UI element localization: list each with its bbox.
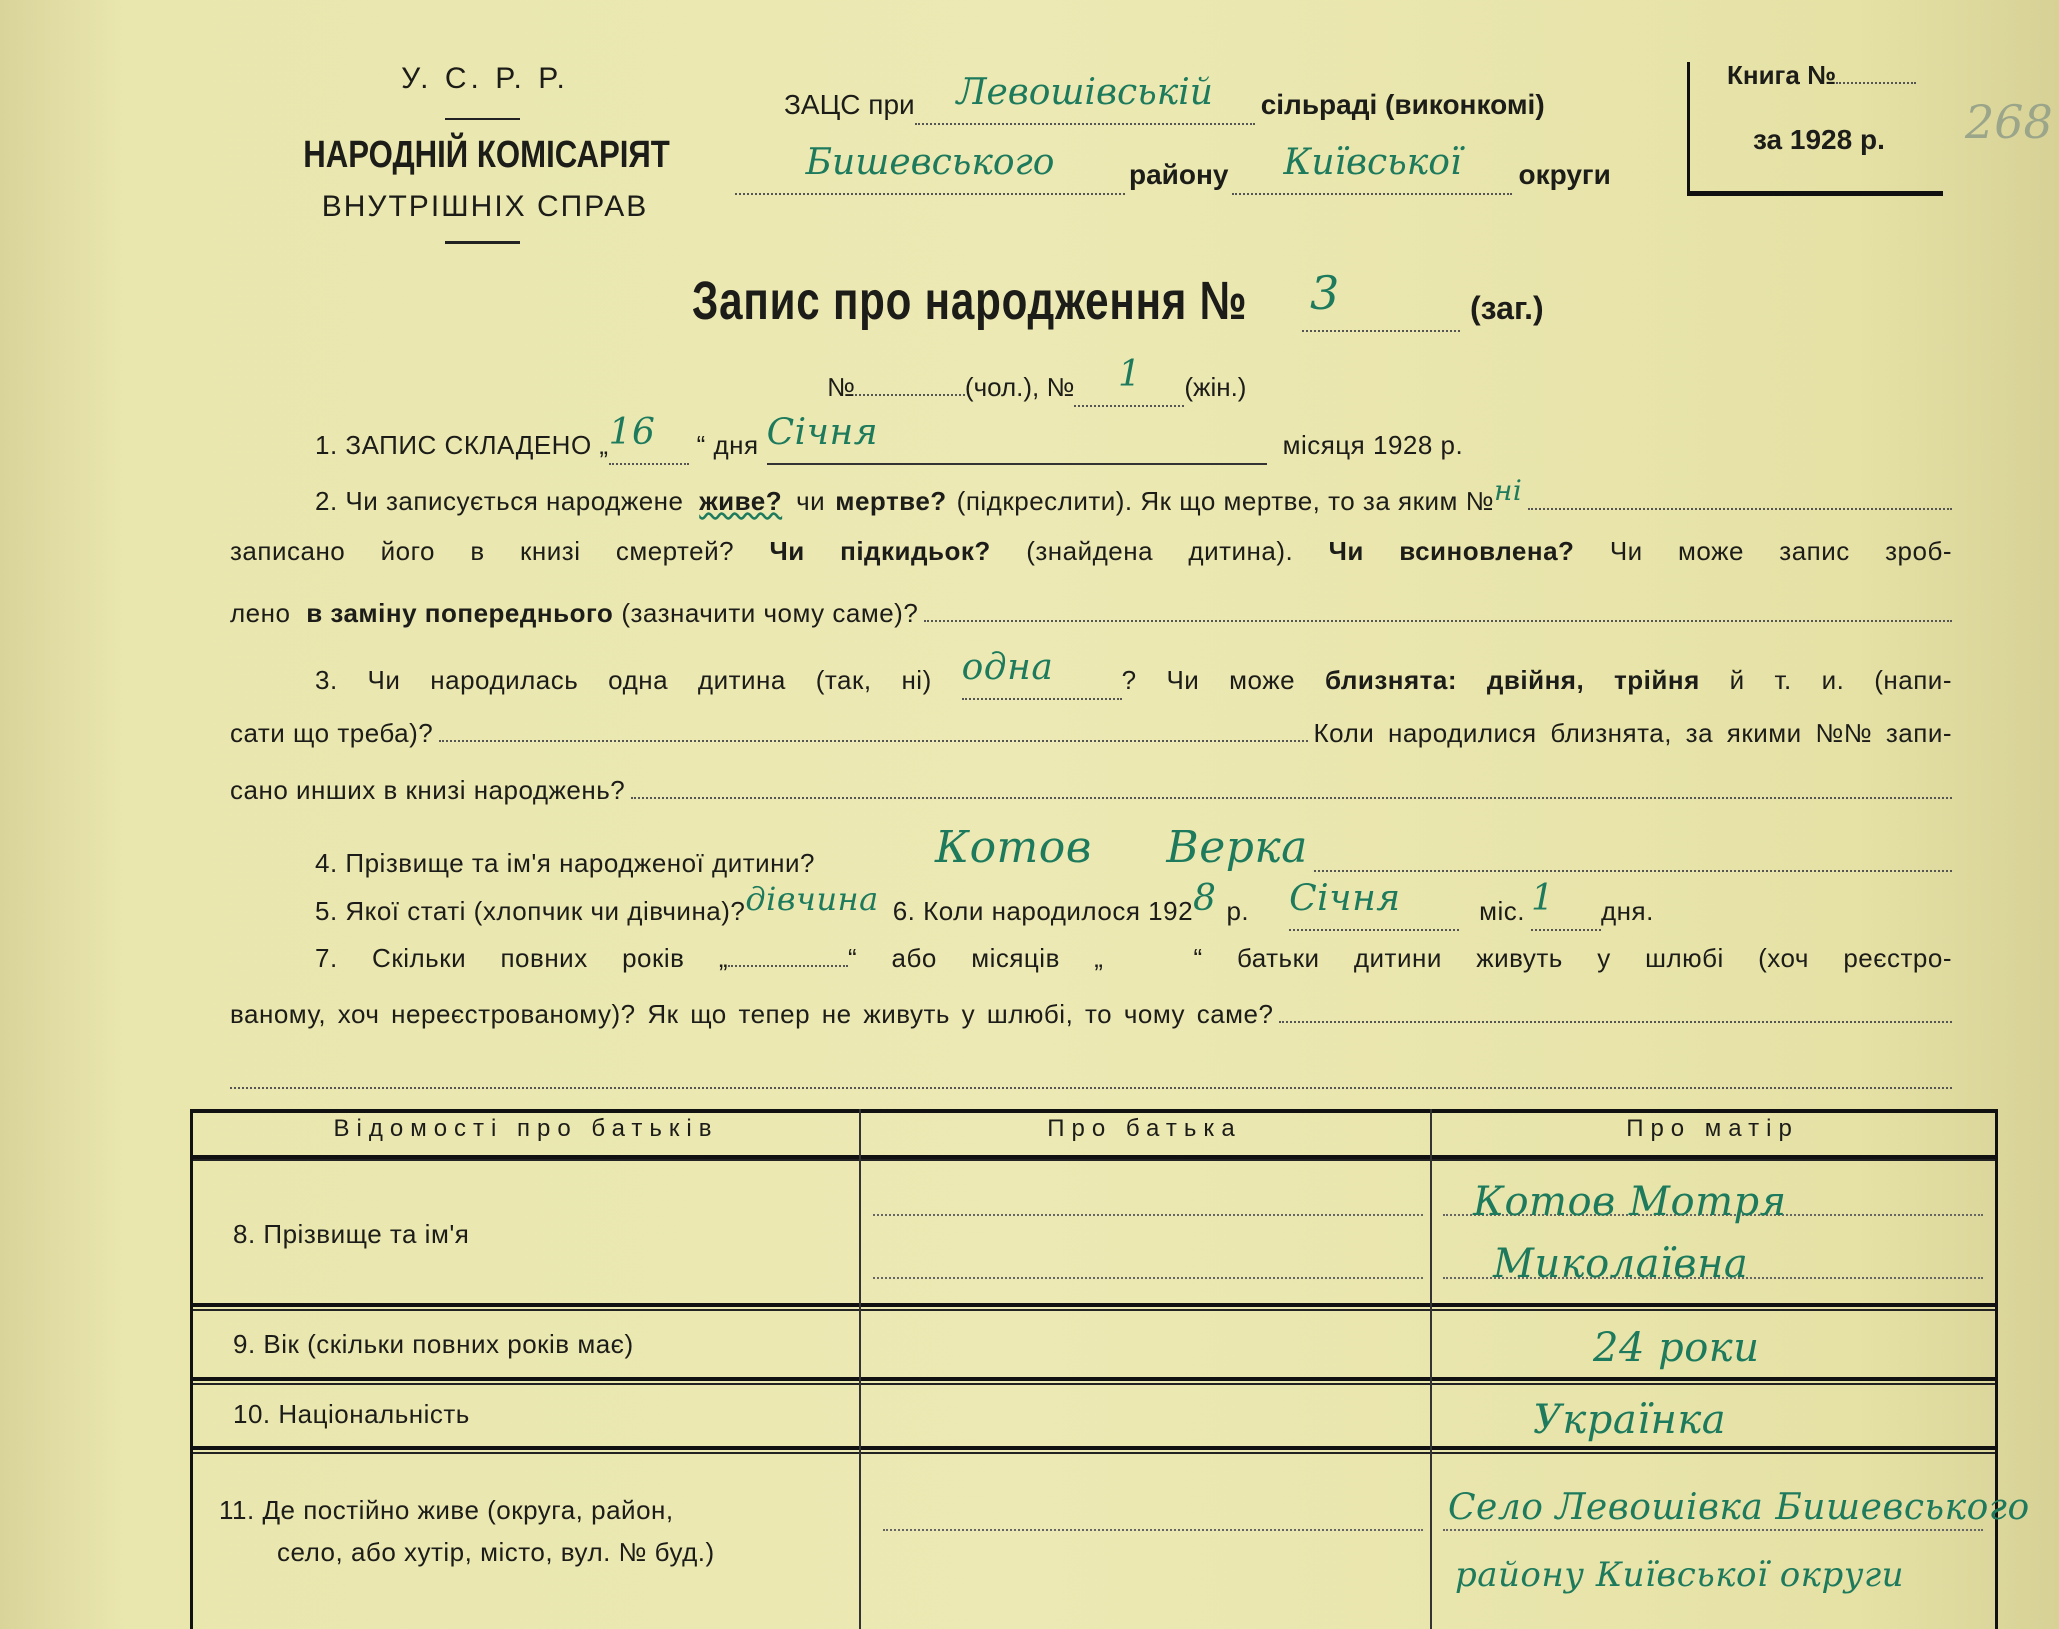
book-year: за 1928 р. <box>1753 124 1885 155</box>
row-10-label: 10. Національність <box>233 1399 470 1429</box>
row-9-label: 9. Вік (скільки повних років має) <box>233 1329 634 1359</box>
sex-label: 5. Якої статі (хлопчик чи дівчина)? <box>315 896 746 926</box>
text: міс. <box>1479 896 1525 926</box>
item-2-line-3 <box>230 598 1952 629</box>
okruha-handwritten: Київської <box>1283 142 1462 183</box>
row-11-label-line-2: село, або хутір, місто, вул. № буд.) <box>277 1537 715 1567</box>
table-rule <box>193 1452 1995 1454</box>
month-label: місяця 1928 р. <box>1282 430 1464 460</box>
item-2-line-2 <box>230 536 1952 567</box>
book-box-border <box>1687 62 1690 194</box>
birth-year-handwritten: 8 <box>1193 878 1217 919</box>
table-rule <box>193 1446 1995 1450</box>
item-7-line-1 <box>315 943 1952 974</box>
female-no-field <box>1074 354 1184 407</box>
item-3-line-1 <box>315 647 1952 700</box>
mother-patronymic-handwritten: Миколаївна <box>1493 1241 1749 1287</box>
father-address-line <box>883 1529 1423 1531</box>
title-text-wrap <box>692 270 1302 332</box>
book-number-label: Книга № <box>1727 60 1916 91</box>
republic-label: У. С. Р. Р. <box>401 62 569 95</box>
book-box-border <box>1687 191 1943 196</box>
text: “ або місяців „ <box>847 943 1104 973</box>
item-7-line-2 <box>230 999 1952 1030</box>
foundling-option: Чи підкидьок? <box>769 536 991 566</box>
divider <box>445 241 520 244</box>
mother-address-handwritten-1: Село Левошівка Бишевського <box>1448 1487 2030 1528</box>
title-text: Запис про народження № <box>692 271 1248 331</box>
text: чи <box>796 486 826 516</box>
commissariat-title: НАРОДНІЙ КОМІСАРІЯТ <box>303 134 671 176</box>
text: сано инших в книзі народжень? <box>230 775 626 805</box>
single-child-handwritten: одна <box>961 647 1054 688</box>
female-no-handwritten: 1 <box>1117 354 1141 395</box>
birth-month-field <box>1289 878 1459 931</box>
zags-village-handwritten: Левошівській <box>956 72 1213 113</box>
replacement-option: в заміну попереднього <box>306 598 614 628</box>
book-number-handwritten: 268 <box>1965 95 2053 149</box>
parents-table <box>190 1109 2030 1629</box>
zags-prefix: ЗАЦС при <box>784 89 915 120</box>
commissariat-title-wrap <box>262 134 712 177</box>
female-label: (жін.) <box>1184 372 1247 402</box>
item-4 <box>315 822 1952 883</box>
text: ? Чи може <box>1121 665 1296 695</box>
birth-day-handwritten: 1 <box>1531 878 1555 919</box>
divider <box>445 118 520 120</box>
single-child-field <box>961 647 1122 700</box>
district-handwritten: Бишевського <box>805 142 1055 183</box>
text: (зазначити чому саме)? <box>621 598 919 628</box>
birth-day-field <box>1531 878 1601 931</box>
okruha-field <box>1232 142 1512 195</box>
text: й т. и. (напи- <box>1729 665 1952 695</box>
text: записано його в книзі смертей? <box>230 536 735 566</box>
title-suffix: (заг.) <box>1470 290 1544 326</box>
day-field <box>608 412 689 465</box>
father-name-line <box>873 1277 1423 1279</box>
text: дня. <box>1601 896 1654 926</box>
district-line <box>735 142 1611 195</box>
child-name-handwritten: Котов Верка <box>935 822 1308 873</box>
gender-number-line <box>827 354 1247 407</box>
text: (підкреслити). Як що мертве, то за яким № <box>956 486 1494 516</box>
header-mother: Про матір <box>1626 1115 1799 1142</box>
male-label: (чол.), № <box>964 372 1075 402</box>
mother-surname-handwritten: Котов Мотря <box>1473 1179 1787 1225</box>
commissariat-subtitle: ВНУТРІШНІХ СПРАВ <box>321 190 649 223</box>
text: 7. Скільки повних років „ <box>315 943 728 973</box>
district-field <box>735 142 1125 195</box>
table-rule <box>193 1303 1995 1307</box>
text: Чи може запис зроб- <box>1609 536 1953 566</box>
dotted-line <box>230 1087 1952 1089</box>
mother-nationality-handwritten: Українка <box>1533 1397 1727 1443</box>
text: Коли народилися близнята, за якими №№ запи- <box>1313 718 1952 748</box>
text: р. <box>1226 896 1250 926</box>
item-3-line-3 <box>230 775 1952 806</box>
death-no-handwritten: ні <box>1493 474 1523 507</box>
month-field <box>766 412 1267 465</box>
adopted-option: Чи всиновлена? <box>1328 536 1575 566</box>
record-title <box>692 266 1544 332</box>
row-8-label: 8. Прізвище та ім'я <box>233 1219 470 1249</box>
table-rule <box>193 1159 1995 1161</box>
text: лено <box>230 598 291 628</box>
item-3-line-2 <box>230 718 1952 749</box>
sex-handwritten: дівчина <box>745 880 879 918</box>
title-number-field <box>1302 266 1460 332</box>
header-parents-info: Відомості про батьків <box>333 1115 719 1142</box>
table-rule <box>193 1109 1995 1113</box>
header-father: Про батька <box>1047 1115 1242 1142</box>
mother-age-handwritten: 24 роки <box>1593 1325 1760 1371</box>
zags-line <box>784 72 1545 125</box>
table-rule <box>193 1383 1995 1385</box>
row-11-label-line-1: 11. Де постійно живе (округа, район, <box>219 1495 674 1525</box>
text: 2. Чи записується народжене <box>315 486 684 516</box>
text: сати що треба)? <box>230 718 434 748</box>
text: “ батьки дитини живуть у шлюбі (хоч реєстро- <box>1193 943 1952 973</box>
mother-address-line <box>1443 1529 1983 1531</box>
column-divider <box>859 1109 861 1629</box>
father-name-line <box>873 1214 1423 1216</box>
table-rule <box>193 1309 1995 1311</box>
text: (знайдена дитина). <box>1026 536 1294 566</box>
column-divider <box>1430 1109 1432 1629</box>
title-number-handwritten: 3 <box>1310 266 1340 320</box>
twins-options: близнята: двійня, трійня <box>1324 665 1700 695</box>
text: 3. Чи народилась одна дитина (так, ні) <box>315 665 932 695</box>
mother-address-handwritten-2: району Київської округи <box>1455 1555 1905 1595</box>
dead-option: мертве? <box>835 486 947 516</box>
zags-suffix: сільраді (виконкомі) <box>1260 89 1545 120</box>
item-2-line-1 <box>315 474 1952 517</box>
district-label: району <box>1129 159 1229 190</box>
alive-option: живе? <box>699 486 783 516</box>
day-handwritten: 16 <box>608 412 656 453</box>
okruha-label: округи <box>1518 159 1611 190</box>
zags-village-field <box>915 72 1255 125</box>
item-5-6 <box>315 878 1952 931</box>
item-1-label: 1. ЗАПИС СКЛАДЕНО „ <box>315 430 609 460</box>
day-label: “ дня <box>696 430 759 460</box>
table-rule <box>193 1377 1995 1381</box>
child-name-label: 4. Прізвище та ім'я народженої дитини? <box>315 848 816 878</box>
birth-date-label: 6. Коли народилося 192 <box>892 896 1194 926</box>
month-handwritten: Січня <box>766 412 879 453</box>
male-no-label: № <box>827 372 855 402</box>
item-1 <box>315 412 1952 465</box>
text: ваному, хоч нереєстрованому)? Як що тепер не живуть у шлюбі, то чому саме? <box>230 999 1274 1029</box>
birth-month-handwritten: Січня <box>1289 878 1401 919</box>
